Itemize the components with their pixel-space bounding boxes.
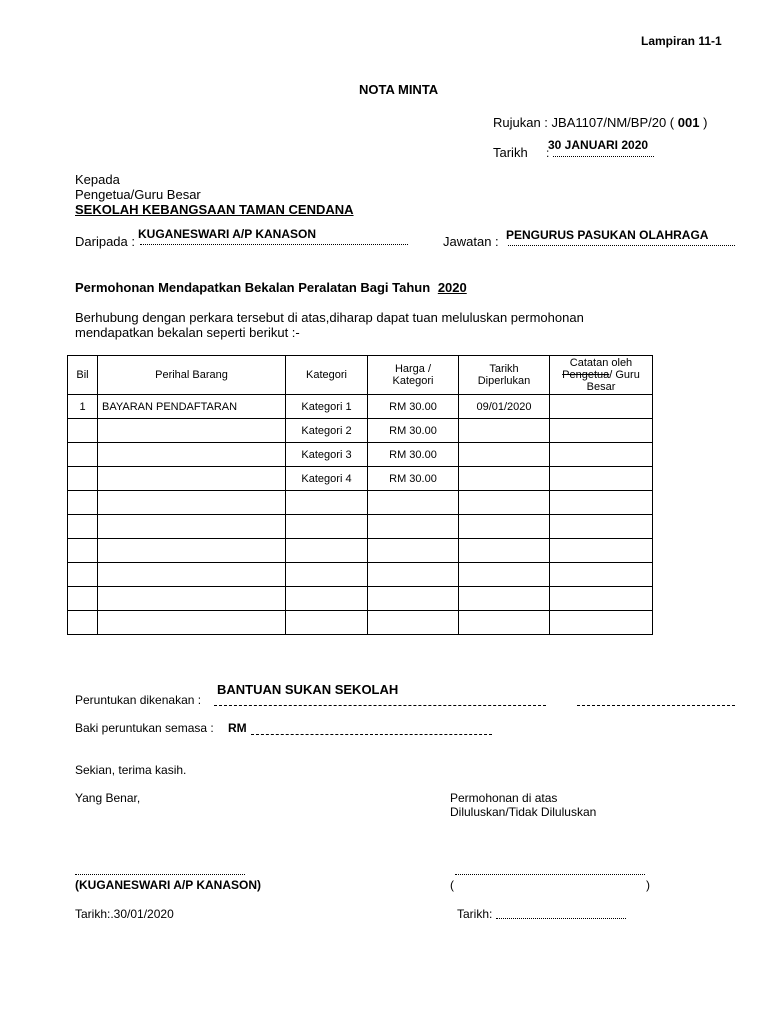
- cell-perihal: [98, 467, 286, 491]
- body-line-2: mendapatkan bekalan seperti berikut :-: [75, 325, 300, 340]
- cell-tarikh: [459, 467, 550, 491]
- cell-catatan: [550, 587, 653, 611]
- jawatan-dotted-line: [508, 245, 735, 246]
- table-row: [68, 443, 653, 467]
- cell-harga: [368, 491, 459, 515]
- kepada-label: Kepada: [75, 172, 120, 187]
- cell-catatan: [550, 419, 653, 443]
- cell-catatan: [550, 395, 653, 419]
- approver-paren-close: ): [646, 878, 650, 892]
- rujukan-close: ): [703, 115, 708, 130]
- daripada-dotted-line: [140, 244, 408, 245]
- cell-tarikh: [459, 443, 550, 467]
- cell-perihal: [98, 587, 286, 611]
- items-table: [67, 355, 653, 635]
- header-catatan-strike: Pengetua: [562, 369, 610, 381]
- page-title: NOTA MINTA: [359, 82, 439, 97]
- cell-catatan: [550, 563, 653, 587]
- cell-harga: [368, 587, 459, 611]
- table-row: [68, 539, 653, 563]
- cell-bil: [68, 491, 98, 515]
- header-harga: [368, 356, 459, 395]
- cell-harga: RM 30.00: [368, 419, 459, 443]
- cell-perihal: [98, 563, 286, 587]
- cell-perihal: [98, 611, 286, 635]
- tarikh-right: Tarikh:: [457, 907, 493, 921]
- yang-benar-text: Yang Benar,: [75, 791, 141, 805]
- cell-bil: [68, 611, 98, 635]
- table-row: [68, 491, 653, 515]
- tarikh-dotted-line: [553, 156, 654, 157]
- header-catatan-line-2: / Guru: [609, 369, 640, 381]
- cell-bil: [68, 515, 98, 539]
- table-row: [68, 419, 653, 443]
- cell-harga: [368, 563, 459, 587]
- table-header-row: [68, 356, 653, 395]
- cell-kategori: Kategori 3: [286, 443, 368, 467]
- cell-catatan: [550, 491, 653, 515]
- cell-tarikh: [459, 611, 550, 635]
- daripada-label: Daripada :: [75, 234, 135, 249]
- cell-kategori: [286, 611, 368, 635]
- cell-perihal: [98, 491, 286, 515]
- table-row: [68, 587, 653, 611]
- cell-bil: [68, 467, 98, 491]
- rujukan-label: Rujukan : JBA1107/NM/BP/20 (: [493, 115, 675, 130]
- table-row: [68, 611, 653, 635]
- rujukan-line: [493, 115, 707, 130]
- subject-line: [75, 280, 467, 295]
- cell-perihal: [98, 419, 286, 443]
- cell-kategori: Kategori 2: [286, 419, 368, 443]
- rujukan-number: 001: [677, 115, 700, 130]
- cell-tarikh: [459, 563, 550, 587]
- tarikh-colon: :: [546, 146, 550, 160]
- body-line-1: Berhubung dengan perkara tersebut di atas,diharap dapat tuan meluluskan permohonan: [75, 310, 584, 325]
- header-catatan: [550, 356, 653, 395]
- header-perihal: Perihal Barang: [98, 356, 286, 395]
- cell-bil: [68, 443, 98, 467]
- subject-year: 2020: [437, 280, 467, 295]
- cell-catatan: [550, 515, 653, 539]
- cell-tarikh: [459, 491, 550, 515]
- cell-perihal: [98, 539, 286, 563]
- approver-paren-open: (: [450, 878, 454, 892]
- thanks-text: Sekian, terima kasih.: [75, 763, 187, 777]
- cell-perihal: BAYARAN PENDAFTARAN: [98, 395, 286, 419]
- cell-bil: [68, 419, 98, 443]
- cell-bil: [68, 587, 98, 611]
- table-row: [68, 395, 653, 419]
- cell-catatan: [550, 443, 653, 467]
- approval-line-1: Permohonan di atas: [450, 791, 558, 805]
- cell-tarikh: [459, 587, 550, 611]
- cell-perihal: [98, 443, 286, 467]
- cell-catatan: [550, 467, 653, 491]
- cell-kategori: Kategori 1: [286, 395, 368, 419]
- peruntukan-value: BANTUAN SUKAN SEKOLAH: [217, 682, 399, 697]
- cell-kategori: [286, 587, 368, 611]
- cell-kategori: [286, 539, 368, 563]
- header-tarikh-line-1: Tarikh: [489, 363, 519, 375]
- baki-label: Baki peruntukan semasa :: [75, 721, 214, 735]
- cell-harga: RM 30.00: [368, 467, 459, 491]
- recipient-title: Pengetua/Guru Besar: [75, 187, 201, 202]
- header-catatan-line-3: Besar: [586, 381, 616, 393]
- tarikh-value: 30 JANUARI 2020: [548, 138, 649, 152]
- cell-tarikh: [459, 419, 550, 443]
- table-row: [68, 515, 653, 539]
- jawatan-value: PENGURUS PASUKAN OLAHRAGA: [506, 228, 709, 242]
- header-tarikh: [459, 356, 550, 395]
- peruntukan-line: [214, 705, 546, 706]
- cell-kategori: [286, 491, 368, 515]
- table-row: [68, 467, 653, 491]
- cell-tarikh: [459, 539, 550, 563]
- cell-tarikh: [459, 515, 550, 539]
- lampiran-label: Lampiran 11-1: [641, 34, 722, 48]
- tarikh-left: Tarikh:.30/01/2020: [75, 907, 174, 921]
- peruntukan-label: Peruntukan dikenakan :: [75, 693, 202, 707]
- approval-line-2: Diluluskan/Tidak Diluluskan: [450, 805, 597, 819]
- header-harga-line-1: Harga /: [394, 363, 432, 375]
- header-harga-line-2: Kategori: [392, 375, 434, 387]
- signer-name: (KUGANESWARI A/P KANASON): [75, 878, 262, 892]
- peruntukan-line-2: [577, 705, 735, 706]
- signature-line-right: [455, 874, 645, 875]
- cell-kategori: [286, 515, 368, 539]
- cell-harga: [368, 611, 459, 635]
- tarikh-label: Tarikh: [493, 145, 528, 160]
- header-kategori: Kategori: [286, 356, 368, 395]
- signature-line-left: [75, 874, 245, 875]
- jawatan-label: Jawatan :: [443, 234, 499, 249]
- cell-bil: 1: [68, 395, 98, 419]
- cell-perihal: [98, 515, 286, 539]
- table-row: [68, 563, 653, 587]
- cell-tarikh: 09/01/2020: [459, 395, 550, 419]
- baki-currency: RM: [228, 721, 247, 735]
- cell-harga: RM 30.00: [368, 395, 459, 419]
- cell-harga: [368, 539, 459, 563]
- cell-harga: [368, 515, 459, 539]
- tarikh-right-dotted-line: [496, 918, 626, 919]
- cell-catatan: [550, 539, 653, 563]
- header-tarikh-line-2: Diperlukan: [477, 375, 531, 387]
- cell-kategori: [286, 563, 368, 587]
- header-catatan-line-1: Catatan oleh: [569, 357, 633, 369]
- daripada-value: KUGANESWARI A/P KANASON: [138, 227, 317, 241]
- cell-kategori: Kategori 4: [286, 467, 368, 491]
- cell-bil: [68, 539, 98, 563]
- cell-harga: RM 30.00: [368, 443, 459, 467]
- cell-catatan: [550, 611, 653, 635]
- school-name: SEKOLAH KEBANGSAAN TAMAN CENDANA: [75, 202, 354, 217]
- header-bil: Bil: [68, 356, 98, 395]
- cell-bil: [68, 563, 98, 587]
- subject-text: Permohonan Mendapatkan Bekalan Peralatan Bagi Tahun: [75, 280, 431, 295]
- baki-line: [251, 734, 492, 735]
